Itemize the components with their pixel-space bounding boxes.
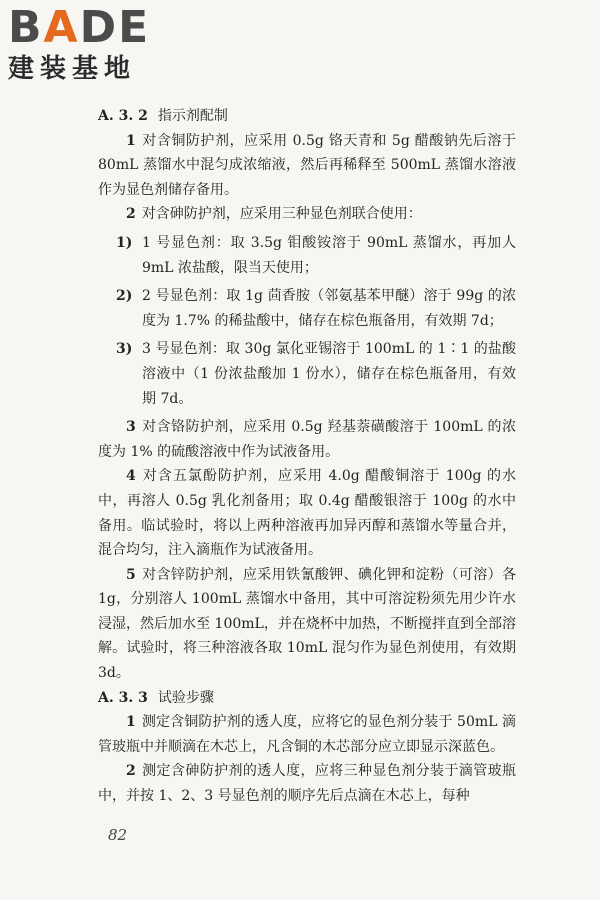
step-text: 测定含铜防护剂的透人度，应将它的显色剂分装于 50mL 滴管玻瓶中并顺滴在木芯上，凡含铜的木芯部分应立即显示深蓝色。	[98, 714, 516, 755]
clause-number: 3	[126, 419, 136, 436]
clause-text: 对含五氯酚防护剂，应采用 4.0g 醋酸铜溶于 100g 的水中，再溶人 0.5g 乳化剂备用；取 0.4g 醋酸银溶于 100g 的水中备用。临试验时，将以上两种溶液再加异丙醇和蒸馏水等量合并，混合均匀，注入滴瓶作为试液备用。	[98, 468, 516, 559]
clause-4	[98, 464, 516, 562]
section-title: 试验步骤	[157, 689, 214, 706]
clause-number: 2	[126, 206, 136, 223]
logo-letter: D	[79, 2, 119, 53]
section-heading-a33	[98, 686, 516, 711]
page-content	[98, 104, 516, 809]
section-number: A. 3. 2	[98, 108, 148, 124]
step-1	[98, 710, 516, 759]
subclause-text: 3 号显色剂：取 30g 氯化亚锡溶于 100mL 的 1∶1 的盐酸溶液中（1 份浓盐酸加 1 份水），储存在棕色瓶备用，有效期 7d。	[142, 341, 516, 407]
section-number: A. 3. 3	[98, 689, 148, 706]
clause-text: 对含砷防护剂，应采用三种显色剂联合使用：	[141, 206, 422, 223]
clause-text: 对含锌防护剂，应采用铁氰酸钾、碘化钾和淀粉（可溶）各 1g，分别溶人 100mL 蒸馏水中备用，其中可溶淀粉须先用少许水浸湿，然后加水至 100mL，并在烧杯中加热，不断搅拌直到全部溶解。试验时，将三种溶液各取 10mL 混匀作为显色剂使用，有效期 3d。	[98, 566, 516, 682]
subclause-number: 1)	[116, 234, 133, 251]
logo-letter: E	[118, 2, 151, 53]
subclause-number: 2)	[116, 288, 133, 305]
clause-number: 5	[126, 566, 136, 583]
subclause-text: 1 号显色剂：取 3.5g 钼酸铵溶于 90mL 蒸馏水，再加人 9mL 浓盐酸，限当天使用；	[142, 234, 516, 276]
section-title: 指示剂配制	[157, 108, 228, 124]
clause-5	[98, 563, 516, 686]
page-number: 82	[108, 826, 128, 844]
logo-letter: B	[8, 2, 44, 53]
logo-letter-accent: A	[43, 2, 80, 53]
step-number: 2	[126, 763, 136, 780]
subclause-3	[98, 337, 516, 411]
clause-3	[98, 415, 516, 464]
step-number: 1	[126, 714, 136, 731]
clause-number: 4	[126, 468, 136, 485]
logo-subtitle: 建装基地	[8, 54, 137, 84]
clause-text: 对含铜防护剂，应采用 0.5g 铬天青和 5g 醋酸钠先后溶于 80mL 蒸馏水中混匀成浓缩液，然后再稀释至 500mL 蒸馏水溶液作为显色剂储存备用。	[98, 132, 516, 198]
section-heading-a32	[98, 104, 516, 129]
logo	[8, 4, 150, 84]
subclause-text: 2 号显色剂：取 1g 茴香胺（邻氨基苯甲醚）溶于 99g 的浓度为 1.7% 的稀盐酸中，储存在棕色瓶备用，有效期 7d；	[142, 288, 516, 329]
subclause-number: 3)	[116, 341, 133, 358]
clause-number: 1	[126, 132, 136, 149]
clause-text: 对含铬防护剂，应采用 0.5g 羟基萘磺酸溶于 100mL 的浓度为 1% 的硫酸溶液中作为试液备用。	[98, 419, 516, 460]
logo-wordmark	[8, 4, 150, 52]
clause-1	[98, 129, 516, 203]
step-text: 测定含砷防护剂的透人度，应将三种显色剂分装于滴管玻瓶中，并按 1、2、3 号显色剂的顺序先后点滴在木芯上，每种	[98, 763, 516, 805]
subclause-1	[98, 231, 516, 280]
clause-2	[98, 202, 516, 227]
subclause-2	[98, 284, 516, 333]
step-2	[98, 759, 516, 808]
